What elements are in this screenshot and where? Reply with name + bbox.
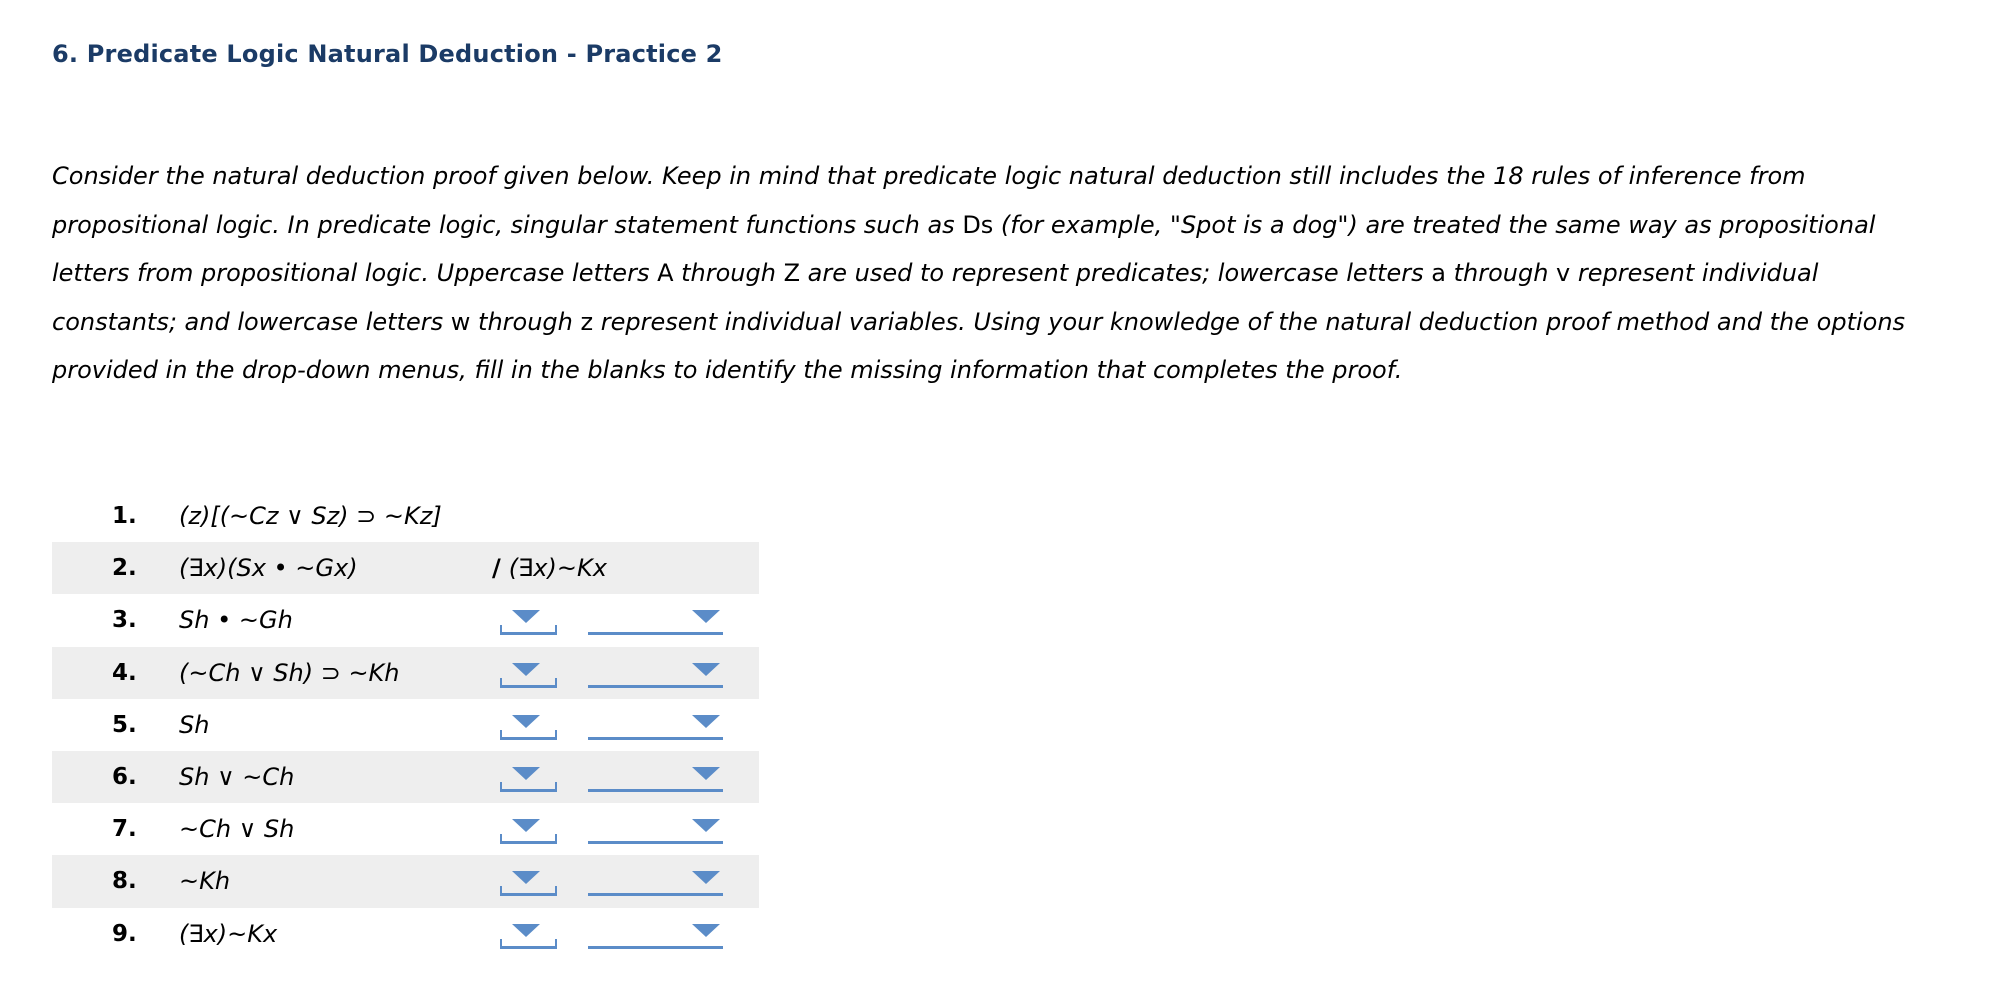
line-number: 6. [112, 763, 137, 790]
proof-row-5 [52, 699, 759, 751]
line-number: 1. [112, 503, 137, 529]
step-formula: ~Ch ∨ Sh [179, 815, 295, 844]
line-number: 9. [112, 920, 137, 947]
proof-row-2 [52, 542, 759, 594]
line-ref-dropdown[interactable] [500, 817, 557, 844]
chevron-down-icon [512, 871, 540, 884]
chevron-down-icon [512, 715, 540, 728]
example-statement: Ds [962, 210, 994, 239]
rule-dropdown[interactable] [588, 869, 723, 896]
dropdown-edge [555, 886, 557, 896]
line-ref-dropdown[interactable] [500, 661, 557, 688]
premise-formula: (∃x)(Sx • ~Gx) [179, 554, 358, 583]
example-letter: A [657, 259, 674, 287]
example-letter: w [450, 307, 471, 336]
dropdown-edge [555, 678, 557, 688]
dropdown-edge [500, 886, 502, 896]
step-formula: Sh ∨ ~Ch [179, 762, 295, 791]
step-formula: (~Ch ∨ Sh) ⊃ ~Kh [179, 658, 400, 687]
proof-row-6 [52, 751, 759, 803]
dropdown-edge [500, 939, 502, 949]
line-ref-dropdown[interactable] [500, 922, 557, 949]
proof-row-9 [52, 908, 759, 960]
rule-dropdown[interactable] [588, 713, 723, 740]
instructions-part: through [470, 307, 581, 336]
chevron-down-icon [692, 610, 720, 623]
instructions-part: represent individual variables. Using your knowledge of the natural deduction proof method and the options provided in the drop-down menus, fill in the blanks to identify the missing information that completes the proof. [52, 307, 1906, 384]
line-number: 3. [112, 607, 137, 634]
step-formula: Sh [179, 710, 210, 739]
proof-row-8 [52, 855, 759, 907]
proof-row-3 [52, 594, 759, 646]
instructions-part: represent individual constants; and lowercase letters [52, 259, 1819, 336]
conclusion-formula: (∃x)~Kx [508, 554, 607, 583]
instructions-part: through [673, 259, 784, 287]
dropdown-edge [555, 834, 557, 844]
dropdown-edge [500, 782, 502, 792]
instructions-part: through [1445, 259, 1557, 287]
line-ref-dropdown[interactable] [500, 608, 557, 635]
conclusion-slash: / [492, 554, 501, 583]
line-number: 5. [112, 711, 137, 738]
chevron-down-icon [512, 610, 540, 623]
chevron-down-icon [692, 924, 720, 937]
proof-table [52, 490, 759, 960]
proof-row-4 [52, 647, 759, 699]
step-formula: (∃x)~Kx [179, 919, 278, 948]
chevron-down-icon [692, 767, 720, 780]
chevron-down-icon [692, 715, 720, 728]
premise-formula: (z)[(~Cz ∨ Sz) ⊃ ~Kz] [179, 502, 442, 530]
dropdown-edge [500, 625, 502, 635]
line-number: 7. [112, 816, 137, 843]
chevron-down-icon [692, 819, 720, 832]
line-ref-dropdown[interactable] [500, 713, 557, 740]
dropdown-edge [555, 782, 557, 792]
line-ref-dropdown[interactable] [500, 869, 557, 896]
line-number: 8. [112, 868, 137, 895]
dropdown-edge [500, 730, 502, 740]
rule-dropdown[interactable] [588, 661, 723, 688]
instructions-part: (for example, "Spot is a dog") are treated the same way as propositional letters from propositional logic. Uppercase letters [52, 210, 1876, 287]
proof-row-7 [52, 803, 759, 855]
rule-dropdown[interactable] [588, 765, 723, 792]
conclusion [492, 542, 607, 594]
chevron-down-icon [512, 767, 540, 780]
chevron-down-icon [692, 663, 720, 676]
chevron-down-icon [512, 924, 540, 937]
instructions-part: are used to represent predicates; lowercase letters [800, 259, 1432, 287]
dropdown-edge [555, 625, 557, 635]
dropdown-edge [555, 939, 557, 949]
rule-dropdown[interactable] [588, 817, 723, 844]
step-formula: Sh • ~Gh [179, 606, 293, 635]
chevron-down-icon [692, 871, 720, 884]
dropdown-edge [500, 834, 502, 844]
chevron-down-icon [512, 819, 540, 832]
example-letter: v [1556, 259, 1571, 287]
line-number: 2. [112, 555, 137, 582]
line-ref-dropdown[interactable] [500, 765, 557, 792]
dropdown-edge [500, 678, 502, 688]
step-formula: ~Kh [179, 867, 231, 896]
line-number: 4. [112, 659, 137, 686]
chevron-down-icon [512, 663, 540, 676]
page-title: 6. Predicate Logic Natural Deduction - Practice 2 [52, 40, 723, 68]
example-letter: Z [783, 259, 801, 287]
instructions-part: Consider the natural deduction proof given below. Keep in mind that predicate logic natural deduction still includes the 18 rules of inference from propositional logic. In predicate logic, singular statement functions such as [52, 162, 1806, 239]
proof-row-1 [52, 490, 759, 542]
instructions-text [52, 152, 1932, 395]
example-letter: z [580, 307, 594, 336]
example-letter: a [1431, 259, 1446, 287]
dropdown-edge [555, 730, 557, 740]
rule-dropdown[interactable] [588, 608, 723, 635]
rule-dropdown[interactable] [588, 922, 723, 949]
